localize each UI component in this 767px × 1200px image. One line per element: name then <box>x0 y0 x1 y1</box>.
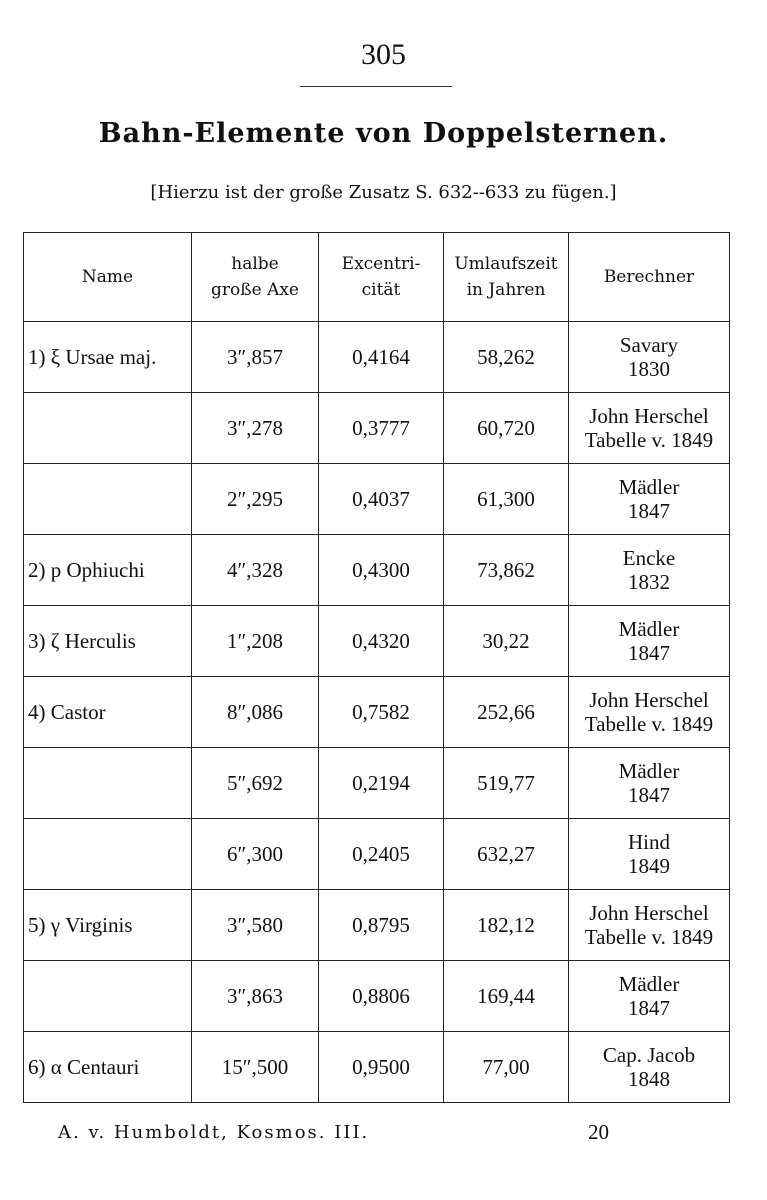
calculator-name: Mädler <box>618 475 680 499</box>
eccentricity-cell: 0,8795 <box>319 890 444 961</box>
calculator-cell <box>569 322 730 393</box>
calculator-cell <box>569 535 730 606</box>
star-name-cell <box>24 961 192 1032</box>
calculator-cell <box>569 606 730 677</box>
semi-major-axis-cell: 3″,863 <box>192 961 319 1032</box>
table-row <box>24 535 730 606</box>
eccentricity-cell: 0,4164 <box>319 322 444 393</box>
semi-major-axis-cell: 1″,208 <box>192 606 319 677</box>
calculator-year: 1849 <box>628 854 670 878</box>
semi-major-axis-cell: 5″,692 <box>192 748 319 819</box>
page-number: 305 <box>361 38 406 71</box>
header-period-line-1: Umlaufszeit <box>454 254 558 274</box>
semi-major-axis-cell: 2″,295 <box>192 464 319 535</box>
table-row <box>24 961 730 1032</box>
star-name-cell <box>24 464 192 535</box>
calculator-cell <box>569 748 730 819</box>
calculator-year: 1832 <box>628 570 670 594</box>
table-row <box>24 464 730 535</box>
star-name-cell <box>24 748 192 819</box>
table-row <box>24 322 730 393</box>
eccentricity-cell: 0,4300 <box>319 535 444 606</box>
header-axis-line-2: große Axe <box>211 280 299 300</box>
semi-major-axis-cell: 8″,086 <box>192 677 319 748</box>
calculator-year: Tabelle v. 1849 <box>584 925 714 949</box>
header-rule <box>300 86 452 87</box>
footer-signature: A. v. Humboldt, Kosmos. III. <box>58 1122 370 1143</box>
star-name-cell: 1) ξ Ursae maj. <box>24 322 192 393</box>
calculator-year: 1848 <box>628 1067 670 1091</box>
period-cell: 632,27 <box>444 819 569 890</box>
calculator-name: Cap. Jacob <box>602 1043 696 1067</box>
calculator-year: Tabelle v. 1849 <box>584 428 714 452</box>
star-name-cell <box>24 819 192 890</box>
calculator-year: 1830 <box>628 357 670 381</box>
eccentricity-cell: 0,4320 <box>319 606 444 677</box>
calculator-name: Mädler <box>618 759 680 783</box>
period-cell: 77,00 <box>444 1032 569 1103</box>
semi-major-axis-cell: 6″,300 <box>192 819 319 890</box>
calculator-cell <box>569 961 730 1032</box>
calculator-year: 1847 <box>628 783 670 807</box>
header-ecc-line-2: cität <box>361 280 401 300</box>
star-name-cell: 5) γ Virginis <box>24 890 192 961</box>
table-row <box>24 1032 730 1103</box>
calculator-year: 1847 <box>628 996 670 1020</box>
eccentricity-cell: 0,7582 <box>319 677 444 748</box>
period-cell: 169,44 <box>444 961 569 1032</box>
period-cell: 58,262 <box>444 322 569 393</box>
eccentricity-cell: 0,9500 <box>319 1032 444 1103</box>
period-cell: 60,720 <box>444 393 569 464</box>
semi-major-axis-cell: 3″,580 <box>192 890 319 961</box>
table-row <box>24 606 730 677</box>
calculator-cell <box>569 1032 730 1103</box>
header-period-line-2: in Jahren <box>466 280 546 300</box>
header-name-label: Name <box>81 267 134 287</box>
star-name-cell: 6) α Centauri <box>24 1032 192 1103</box>
calculator-name: John Herschel <box>589 688 709 712</box>
calculator-name: John Herschel <box>589 404 709 428</box>
period-cell: 30,22 <box>444 606 569 677</box>
star-name-cell: 2) p Ophiuchi <box>24 535 192 606</box>
semi-major-axis-cell: 3″,857 <box>192 322 319 393</box>
period-cell: 73,862 <box>444 535 569 606</box>
table-body <box>24 322 730 1103</box>
semi-major-axis-cell: 15″,500 <box>192 1032 319 1103</box>
header-calculator <box>569 233 730 322</box>
eccentricity-cell: 0,2194 <box>319 748 444 819</box>
table-row <box>24 748 730 819</box>
table-row <box>24 890 730 961</box>
eccentricity-cell: 0,2405 <box>319 819 444 890</box>
header-period <box>444 233 569 322</box>
table-row <box>24 393 730 464</box>
header-semi-major-axis <box>192 233 319 322</box>
page-subtitle: [Hierzu ist der große Zusatz S. 632--633 zu fügen.] <box>150 182 617 203</box>
period-cell: 252,66 <box>444 677 569 748</box>
calculator-year: 1847 <box>628 499 670 523</box>
calculator-name: Hind <box>628 830 670 854</box>
calculator-cell <box>569 677 730 748</box>
footer-sheet-number: 20 <box>588 1120 609 1144</box>
calculator-name: John Herschel <box>589 901 709 925</box>
eccentricity-cell: 0,3777 <box>319 393 444 464</box>
semi-major-axis-cell: 3″,278 <box>192 393 319 464</box>
table-row <box>24 819 730 890</box>
page-title: Bahn-Elemente von Doppelsternen. <box>98 118 669 149</box>
calculator-cell <box>569 464 730 535</box>
calculator-name: Mädler <box>618 972 680 996</box>
eccentricity-cell: 0,8806 <box>319 961 444 1032</box>
header-ecc-line-1: Excentri- <box>341 254 421 274</box>
star-name-cell: 4) Castor <box>24 677 192 748</box>
calculator-name: Savary <box>619 333 679 357</box>
calculator-cell <box>569 393 730 464</box>
star-name-cell: 3) ζ Herculis <box>24 606 192 677</box>
header-axis-line-1: halbe <box>231 254 279 274</box>
table-row <box>24 677 730 748</box>
calculator-cell <box>569 890 730 961</box>
period-cell: 182,12 <box>444 890 569 961</box>
star-name-cell <box>24 393 192 464</box>
calculator-name: Encke <box>622 546 676 570</box>
semi-major-axis-cell: 4″,328 <box>192 535 319 606</box>
calculator-year: Tabelle v. 1849 <box>584 712 714 736</box>
period-cell: 61,300 <box>444 464 569 535</box>
table-header-row <box>24 233 730 322</box>
calculator-name: Mädler <box>618 617 680 641</box>
header-calculator-label: Berechner <box>603 267 695 287</box>
eccentricity-cell: 0,4037 <box>319 464 444 535</box>
calculator-cell <box>569 819 730 890</box>
header-name <box>24 233 192 322</box>
calculator-year: 1847 <box>628 641 670 665</box>
period-cell: 519,77 <box>444 748 569 819</box>
orbit-elements-table <box>23 232 730 1103</box>
header-eccentricity <box>319 233 444 322</box>
